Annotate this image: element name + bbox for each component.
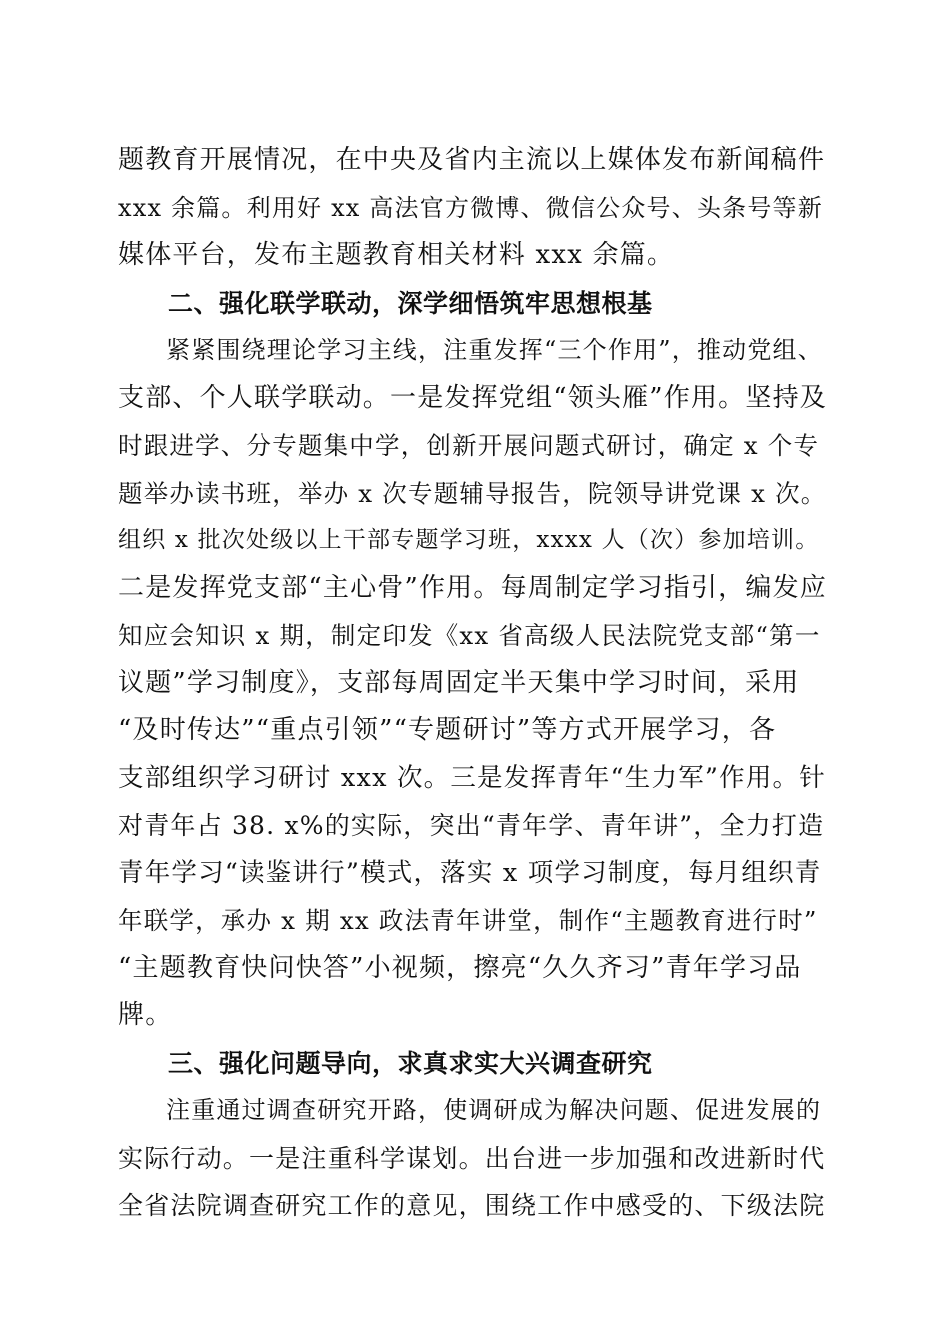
text-line: 注重通过调查研究开路，使调研成为解决问题、促进发展的 [166,1096,822,1124]
text-line: 题举办读书班，举办 x 次专题辅导报告，院领导讲党课 x 次。 [118,478,827,508]
text-line: 实际行动。一是注重科学谋划。出台进一步加强和改进新时代 [118,1143,826,1173]
document-body [118,137,830,1230]
text-line: 年联学，承办 x 期 xx 政法青年讲堂，制作“主题教育进行时” [118,906,818,935]
text-line: 知应会知识 x 期，制定印发《xx 省高级人民法院党支部“第一 [118,621,821,650]
text-line: 牌。 [118,1000,173,1030]
text-line: 议题”学习制度》，支部每周固定半天集中学习时间，采用 [118,667,800,698]
text-line: “及时传达”“重点引领”“专题研讨”等方式开展学习，各 [118,715,777,745]
text-line: 青年学习“读鉴讲行”模式，落实 x 项学习制度，每月组织青 [118,857,822,888]
text-line: 对青年占 38. x%的实际，突出“青年学、青年讲”，全力打造 [118,811,825,840]
text-line: 组织 x 批次处级以上干部专题学习班，xxxx 人（次）参加培训。 [118,527,820,553]
text-line: 媒体平台，发布主题教育相关材料 xxx 余篇。 [118,240,675,270]
text-line: 二是发挥党支部“主心骨”作用。每周制定学习指引，编发应 [118,572,827,603]
section-heading: 三、强化问题导向，求真求实大兴调查研究 [168,1048,653,1078]
text-line: 题教育开展情况，在中央及省内主流以上媒体发布新闻稿件 [118,145,826,175]
text-line: 全省法院调查研究工作的意见，围绕工作中感受的、下级法院 [118,1191,826,1220]
text-line: 支部组织学习研讨 xxx 次。三是发挥青年“生力军”作用。针 [118,762,826,793]
section-heading: 二、强化联学联动，深学细悟筑牢思想根基 [168,288,653,318]
text-line: “主题教育快问快答”小视频，擦亮“久久齐习”青年学习品 [118,952,802,983]
text-line: xxx 余篇。利用好 xx 高法官方微博、微信公众号、头条号等新 [118,193,823,222]
text-line: 紧紧围绕理论学习主线，注重发挥“三个作用”，推动党组、 [166,336,823,364]
text-line: 支部、个人联学联动。一是发挥党组“领头雁”作用。坚持及 [118,382,827,413]
text-line: 时跟进学、分专题集中学，创新开展问题式研讨，确定 x 个专 [118,431,820,460]
